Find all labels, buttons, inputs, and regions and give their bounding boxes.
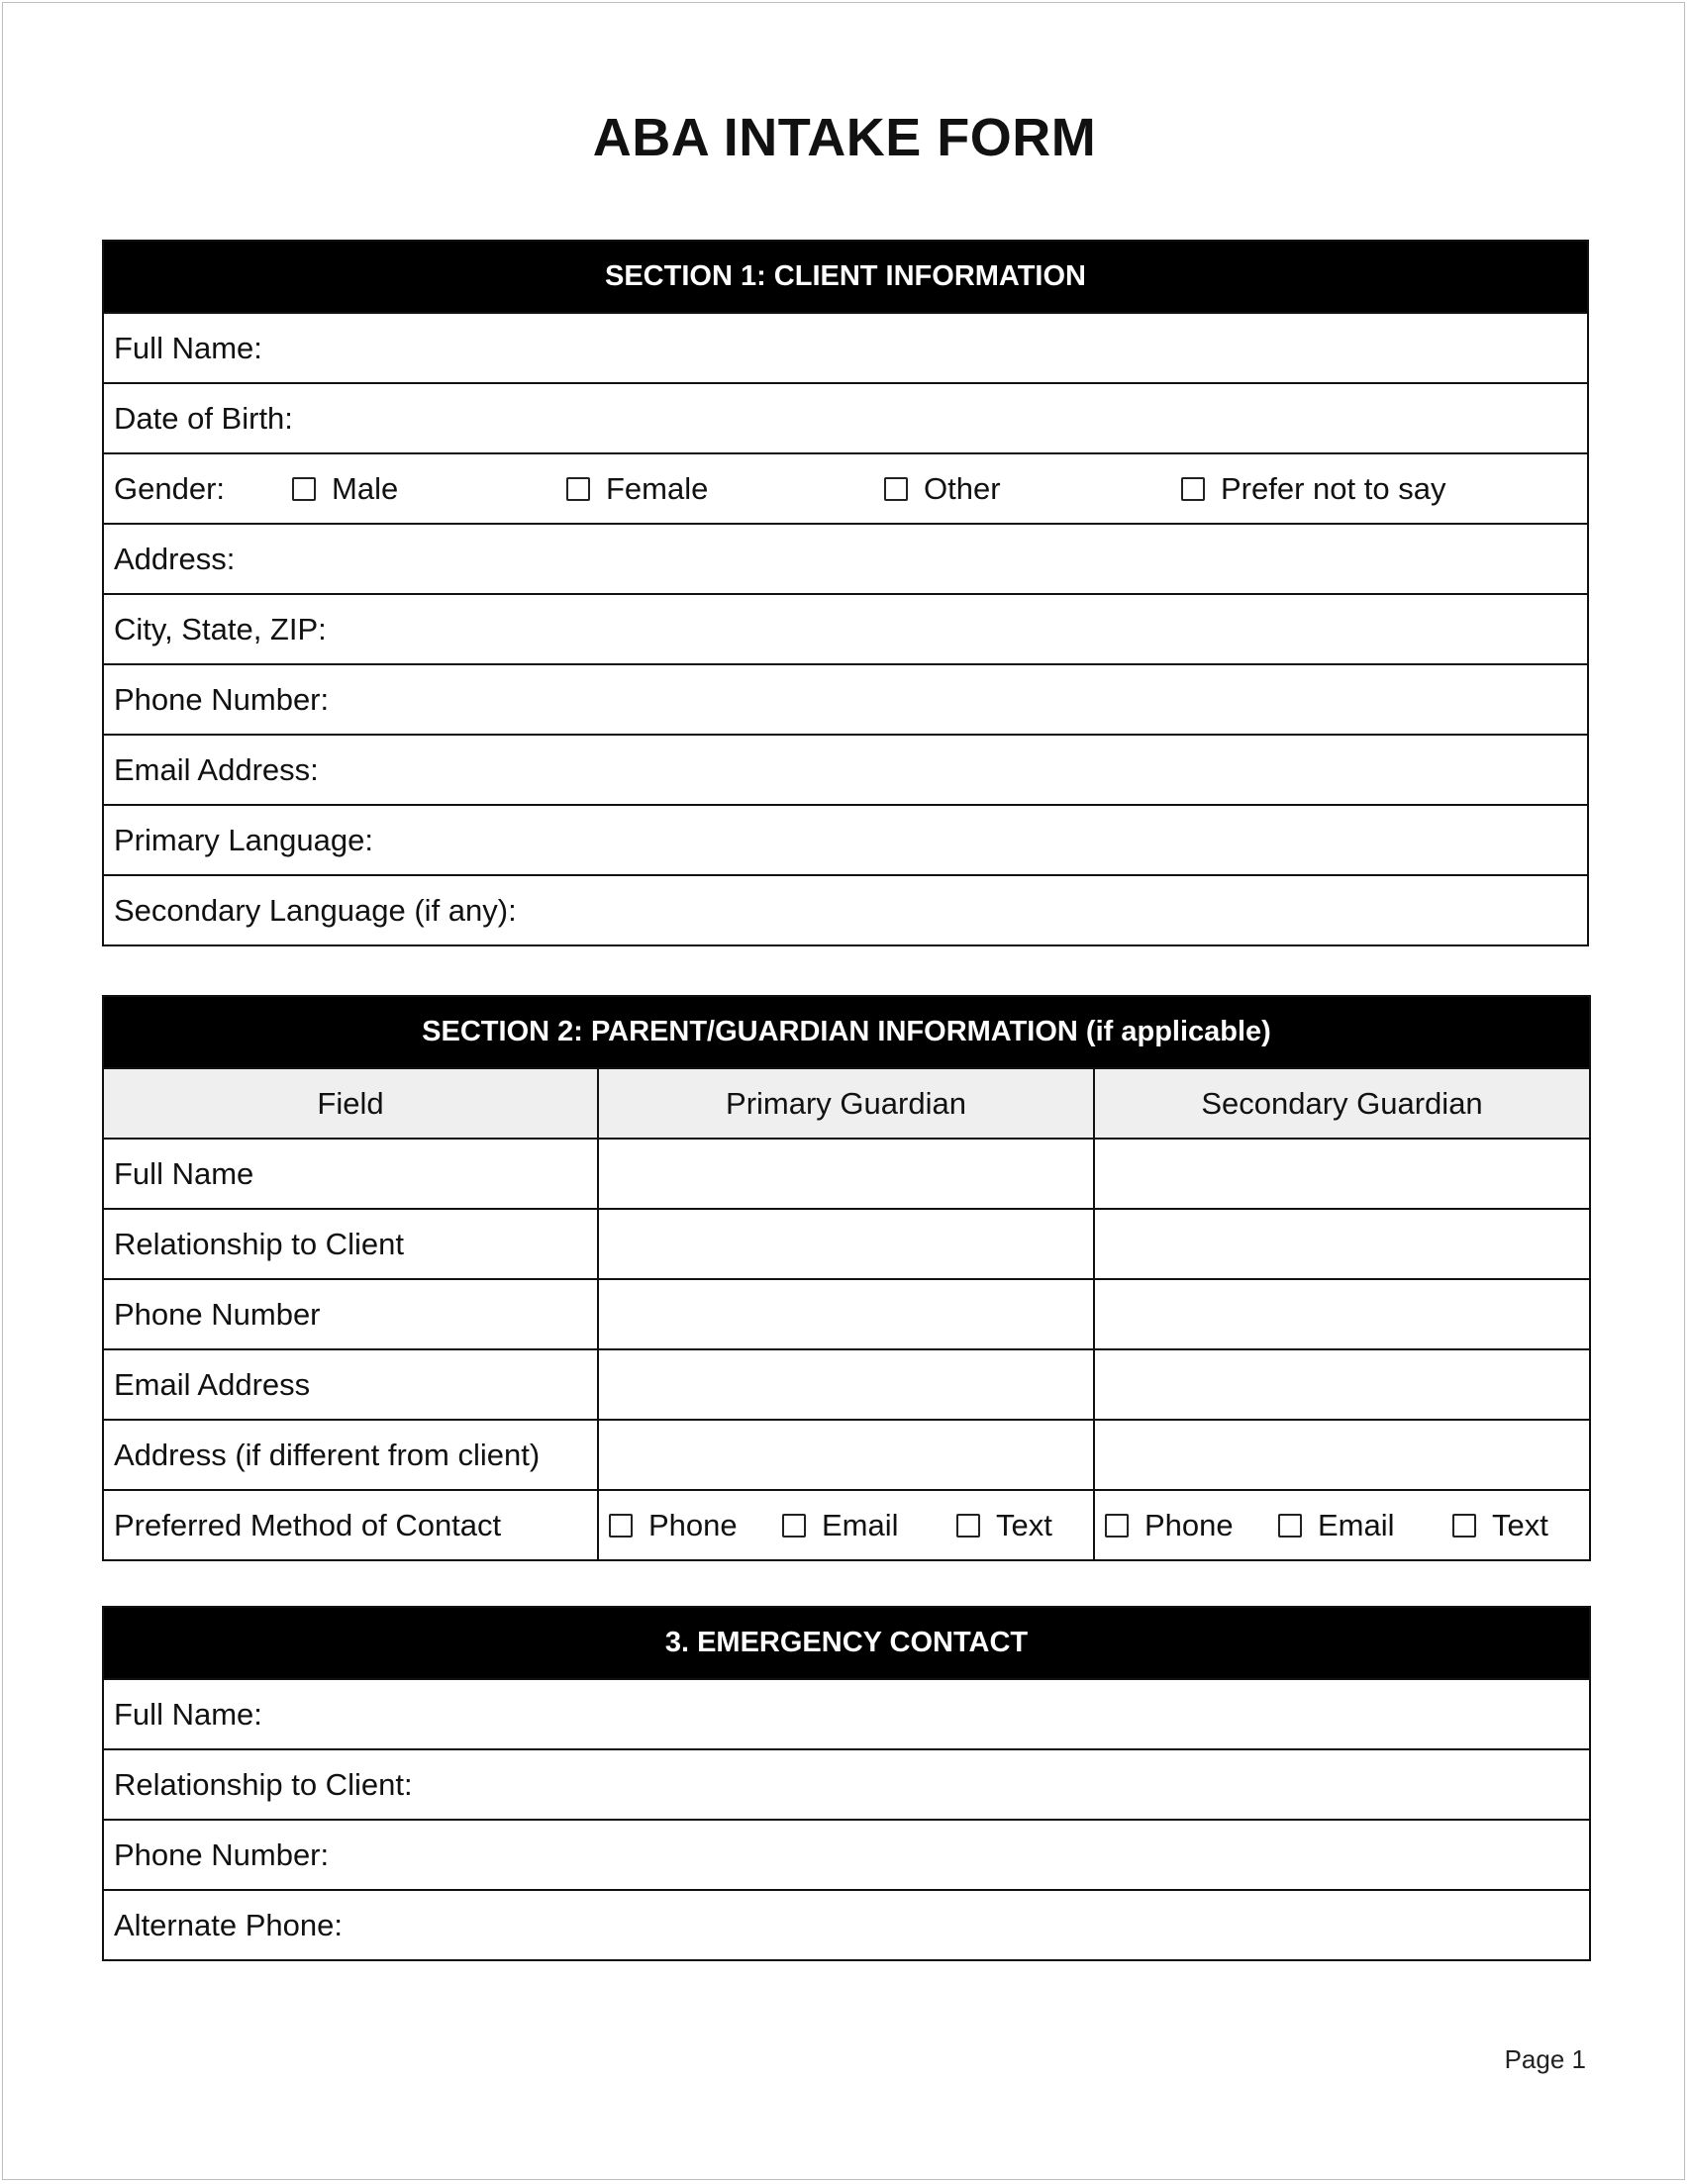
client-gender-row <box>103 453 1588 524</box>
primary-guardian-full-name-cell[interactable] <box>598 1139 1094 1209</box>
client-full-name-field[interactable]: Full Name: <box>103 313 1588 383</box>
section3-header: 3. EMERGENCY CONTACT <box>103 1607 1590 1679</box>
secondary-guardian-email-cell[interactable] <box>1094 1349 1590 1420</box>
primary-contact-option-text[interactable] <box>956 1508 1052 1543</box>
emergency-relationship-field[interactable]: Relationship to Client: <box>103 1749 1590 1820</box>
secondary-contact-option-text[interactable] <box>1452 1508 1548 1543</box>
gender-option-prefer-not-to-say[interactable] <box>1181 471 1445 507</box>
primary-guardian-phone-cell[interactable] <box>598 1279 1094 1349</box>
primary-contact-option-phone[interactable] <box>609 1508 738 1543</box>
secondary-guardian-relationship-cell[interactable] <box>1094 1209 1590 1279</box>
guardian-row-label: Preferred Method of Contact <box>103 1490 598 1560</box>
client-city-state-zip-field[interactable]: City, State, ZIP: <box>103 594 1588 664</box>
contact-option-label: Text <box>996 1507 1052 1542</box>
guardian-information-table <box>102 995 1591 1561</box>
checkbox-icon[interactable] <box>566 477 590 501</box>
section2-header: SECTION 2: PARENT/GUARDIAN INFORMATION (if applicable) <box>103 996 1590 1068</box>
checkbox-icon[interactable] <box>292 477 316 501</box>
guardian-row-label: Email Address <box>103 1349 598 1420</box>
secondary-guardian-phone-cell[interactable] <box>1094 1279 1590 1349</box>
emergency-alternate-phone-field[interactable]: Alternate Phone: <box>103 1890 1590 1960</box>
column-header-primary-guardian: Primary Guardian <box>598 1068 1094 1139</box>
secondary-guardian-full-name-cell[interactable] <box>1094 1139 1590 1209</box>
column-header-secondary-guardian: Secondary Guardian <box>1094 1068 1590 1139</box>
gender-label: Gender: <box>114 470 226 506</box>
checkbox-icon[interactable] <box>1181 477 1205 501</box>
page-number: Page 1 <box>1504 2044 1586 2074</box>
gender-option-label: Female <box>606 470 709 506</box>
checkbox-icon[interactable] <box>1105 1514 1129 1538</box>
guardian-row-label: Relationship to Client <box>103 1209 598 1279</box>
form-title: ABA INTAKE FORM <box>592 108 1097 167</box>
checkbox-icon[interactable] <box>884 477 908 501</box>
contact-option-label: Phone <box>648 1507 738 1542</box>
checkbox-icon[interactable] <box>1452 1514 1476 1538</box>
secondary-contact-option-email[interactable] <box>1278 1508 1395 1543</box>
client-primary-language-field[interactable]: Primary Language: <box>103 805 1588 875</box>
contact-option-label: Email <box>1318 1507 1395 1542</box>
client-phone-field[interactable]: Phone Number: <box>103 664 1588 735</box>
guardian-row-label: Full Name <box>103 1139 598 1209</box>
primary-contact-option-email[interactable] <box>782 1508 899 1543</box>
primary-guardian-email-cell[interactable] <box>598 1349 1094 1420</box>
secondary-guardian-address-cell[interactable] <box>1094 1420 1590 1490</box>
client-email-field[interactable]: Email Address: <box>103 735 1588 805</box>
column-header-field: Field <box>103 1068 598 1139</box>
gender-option-other[interactable] <box>884 471 1001 507</box>
checkbox-icon[interactable] <box>1278 1514 1302 1538</box>
gender-option-male[interactable] <box>292 471 398 507</box>
client-dob-field[interactable]: Date of Birth: <box>103 383 1588 453</box>
checkbox-icon[interactable] <box>609 1514 633 1538</box>
gender-option-female[interactable] <box>566 471 708 507</box>
primary-guardian-relationship-cell[interactable] <box>598 1209 1094 1279</box>
primary-guardian-address-cell[interactable] <box>598 1420 1094 1490</box>
primary-guardian-contact-cell <box>598 1490 1094 1560</box>
client-address-field[interactable]: Address: <box>103 524 1588 594</box>
checkbox-icon[interactable] <box>782 1514 806 1538</box>
contact-option-label: Text <box>1492 1507 1548 1542</box>
secondary-contact-option-phone[interactable] <box>1105 1508 1234 1543</box>
gender-option-label: Male <box>332 470 399 506</box>
client-information-table <box>102 240 1589 946</box>
secondary-guardian-contact-cell <box>1094 1490 1590 1560</box>
emergency-contact-table <box>102 1606 1591 1961</box>
contact-option-label: Phone <box>1144 1507 1234 1542</box>
emergency-phone-field[interactable]: Phone Number: <box>103 1820 1590 1890</box>
gender-option-label: Other <box>924 470 1001 506</box>
contact-option-label: Email <box>822 1507 899 1542</box>
section1-header: SECTION 1: CLIENT INFORMATION <box>103 241 1588 313</box>
emergency-full-name-field[interactable]: Full Name: <box>103 1679 1590 1749</box>
guardian-row-label: Address (if different from client) <box>103 1420 598 1490</box>
checkbox-icon[interactable] <box>956 1514 980 1538</box>
gender-option-label: Prefer not to say <box>1221 470 1446 506</box>
client-secondary-language-field[interactable]: Secondary Language (if any): <box>103 875 1588 945</box>
guardian-row-label: Phone Number <box>103 1279 598 1349</box>
